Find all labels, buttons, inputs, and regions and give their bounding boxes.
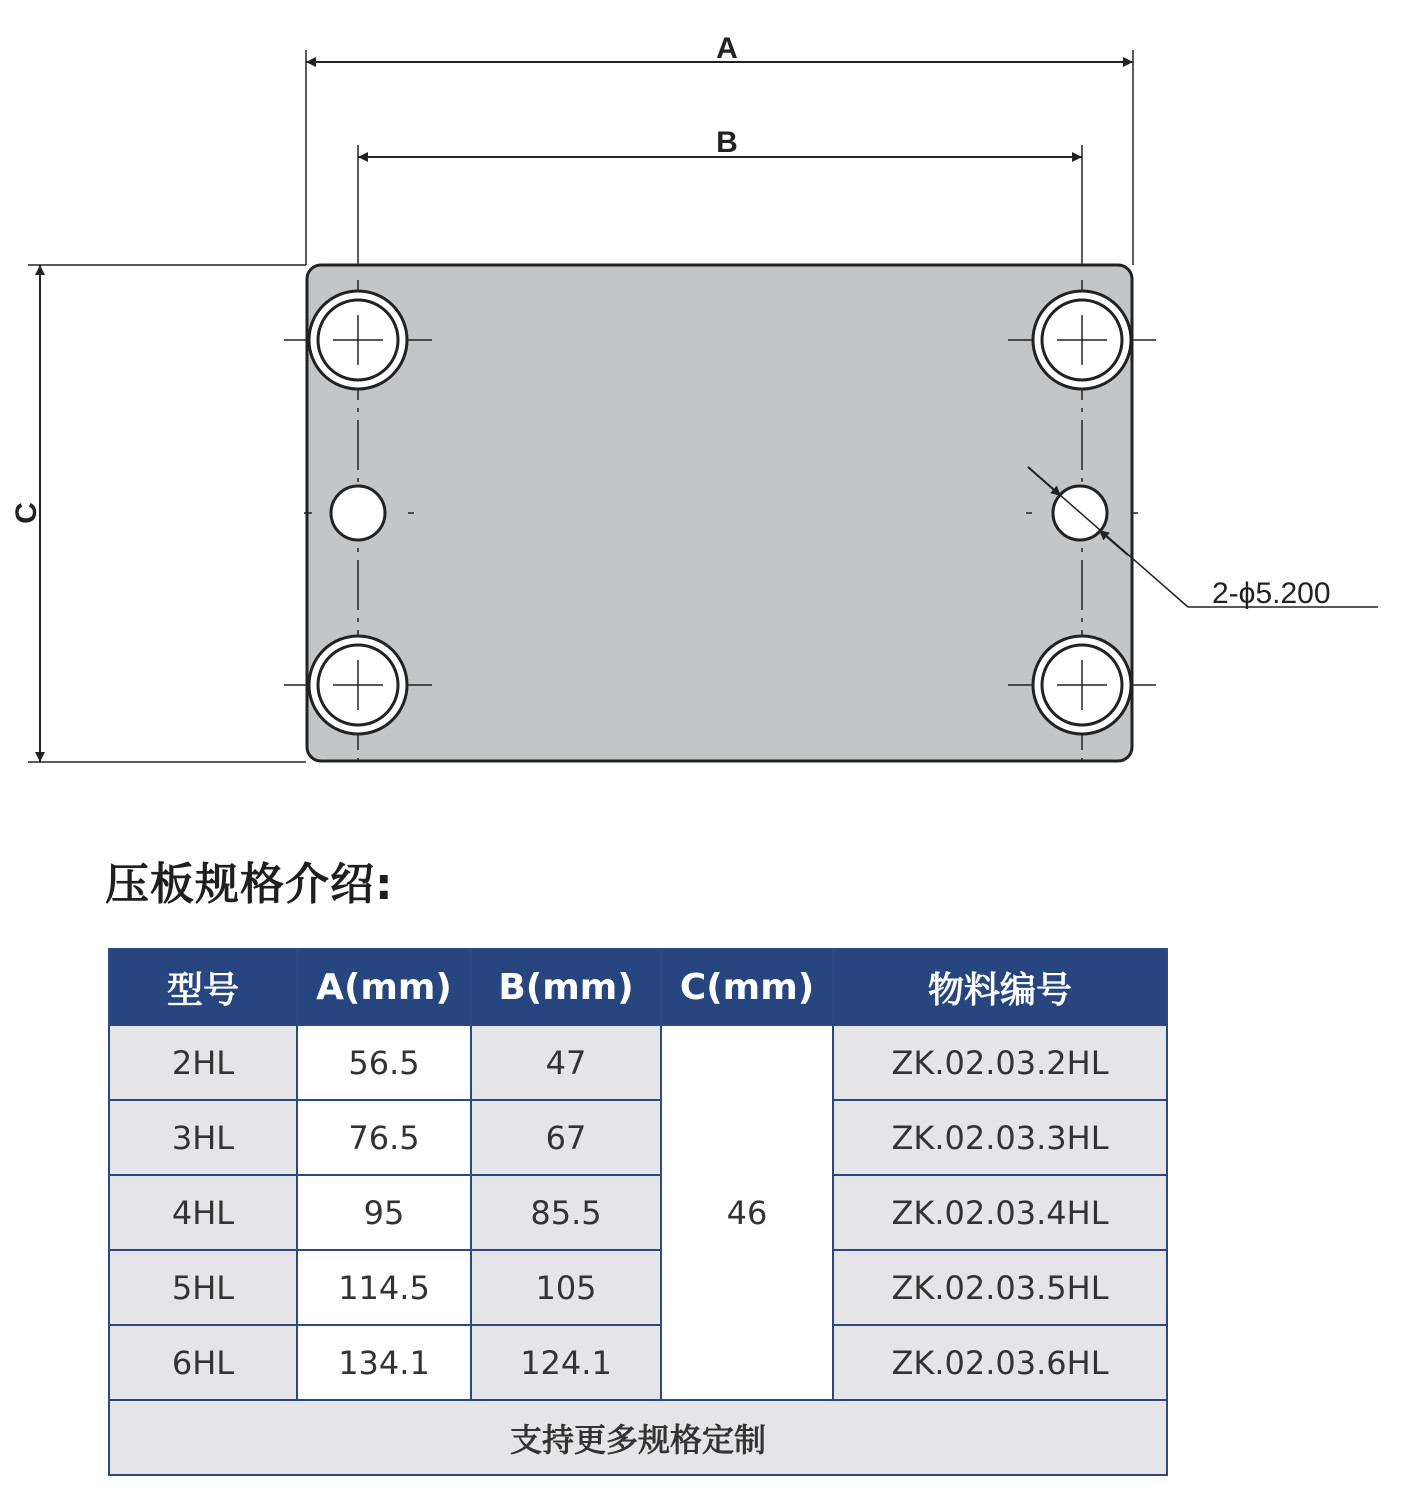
cell-model: 6HL [109, 1325, 297, 1400]
counterbore-hole-top-left [309, 291, 407, 389]
cell-code: ZK.02.03.3HL [833, 1100, 1167, 1175]
header-model: 型号 [109, 949, 297, 1025]
dimension-label-c: C [10, 502, 43, 524]
cell-b: 105 [471, 1250, 661, 1325]
header-code: 物料编号 [833, 949, 1167, 1025]
cell-code: ZK.02.03.6HL [833, 1325, 1167, 1400]
header-c: C(mm) [661, 949, 833, 1025]
cell-b: 124.1 [471, 1325, 661, 1400]
hole-callout-label: 2-ϕ5.200 [1212, 577, 1331, 610]
cell-model: 2HL [109, 1025, 297, 1100]
table-row [109, 1025, 1167, 1100]
table-footer-note: 支持更多规格定制 [109, 1400, 1167, 1475]
cell-c-merged: 46 [661, 1025, 833, 1400]
counterbore-hole-bottom-right [1033, 636, 1131, 734]
cell-a: 95 [297, 1175, 471, 1250]
cell-b: 47 [471, 1025, 661, 1100]
cell-a: 76.5 [297, 1100, 471, 1175]
section-title: 压板规格介绍: [105, 859, 394, 910]
header-b: B(mm) [471, 949, 661, 1025]
dimension-label-b: B [716, 126, 738, 159]
spec-table [108, 948, 1168, 1476]
table-row [109, 1100, 1167, 1175]
counterbore-hole-bottom-left [309, 636, 407, 734]
table-row [109, 1325, 1167, 1400]
counterbore-hole-top-right [1033, 291, 1131, 389]
cell-a: 134.1 [297, 1325, 471, 1400]
cell-a: 114.5 [297, 1250, 471, 1325]
table-header-row [109, 949, 1167, 1025]
cell-a: 56.5 [297, 1025, 471, 1100]
cell-code: ZK.02.03.5HL [833, 1250, 1167, 1325]
table-row [109, 1175, 1167, 1250]
small-hole-left [331, 486, 385, 540]
table-row [109, 1250, 1167, 1325]
cell-b: 67 [471, 1100, 661, 1175]
cell-code: ZK.02.03.4HL [833, 1175, 1167, 1250]
table-footer-row [109, 1400, 1167, 1475]
cell-model: 3HL [109, 1100, 297, 1175]
header-a: A(mm) [297, 949, 471, 1025]
cell-model: 5HL [109, 1250, 297, 1325]
cell-model: 4HL [109, 1175, 297, 1250]
dimension-label-a: A [716, 32, 738, 65]
cell-b: 85.5 [471, 1175, 661, 1250]
cell-code: ZK.02.03.2HL [833, 1025, 1167, 1100]
